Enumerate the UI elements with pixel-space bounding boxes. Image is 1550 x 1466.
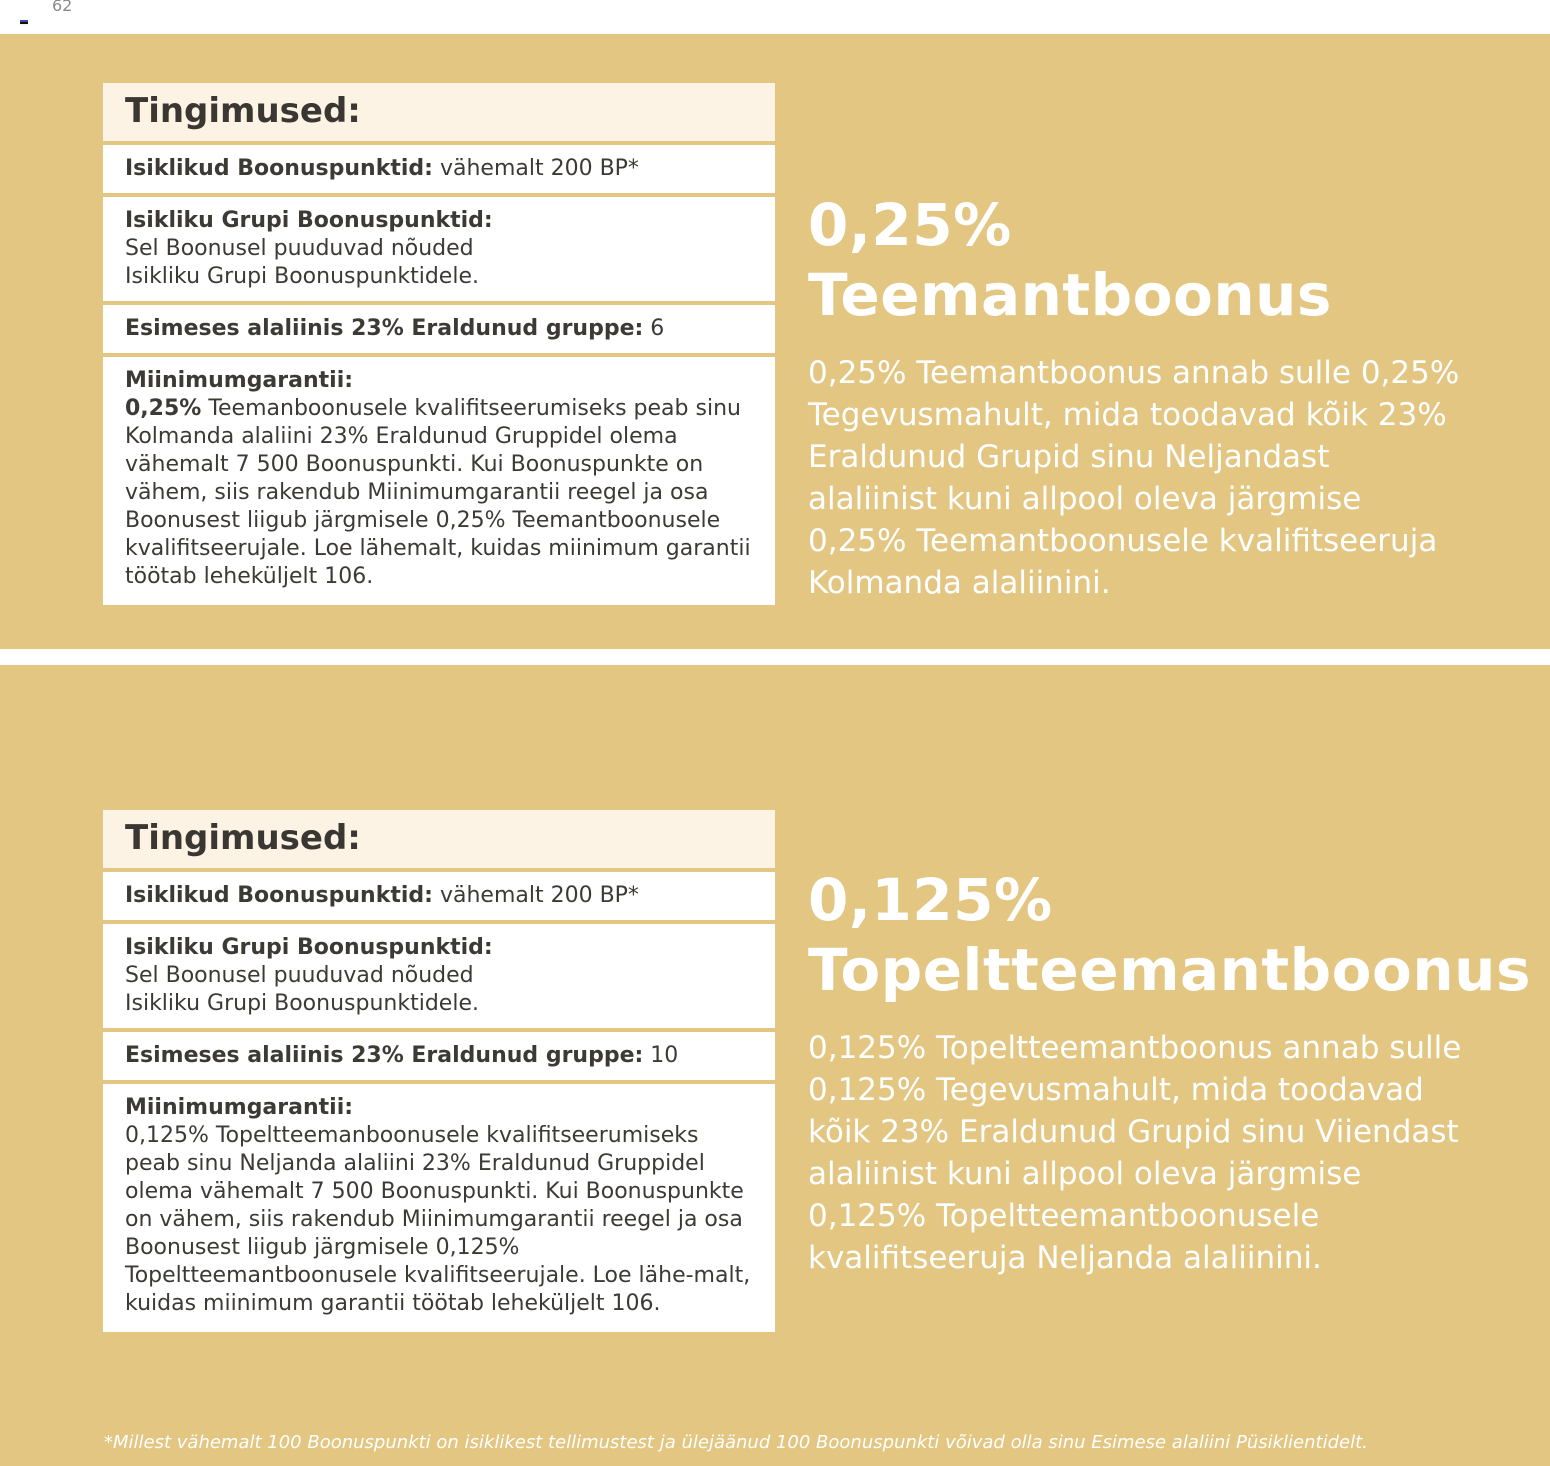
conditions-card	[103, 810, 775, 1332]
group-points-line1: Sel Boonusel puuduvad nõuded	[125, 236, 474, 261]
group-points-label: Isikliku Grupi Boonuspunktid:	[125, 935, 493, 960]
personal-points-value: vähemalt 200 BP*	[432, 883, 639, 908]
promo-title-line1: 0,125%	[808, 866, 1053, 934]
conditions-heading: Tingimused:	[103, 83, 775, 141]
separated-groups-row	[103, 1032, 775, 1080]
personal-points-row	[103, 145, 775, 193]
promo-title-line2: Topeltteemantboonus	[808, 936, 1531, 1004]
minimum-guarantee-text: 0,125% Topeltteemanboonusele kvalifitseerumiseks peab sinu Neljanda alaliini 23% Eraldunud Gruppidel olema vähemalt 7 500 Boonuspunkti. Kui Boonuspunkte on vähem, siis rakendub Miinimumgarantii reegel ja osa Boonusest liigub järgmisele 0,125% Topeltteemantboonusele kvalifitseerujale. Loe lähe-malt, kuidas miinimum garantii töötab leheküljelt 106.	[125, 1123, 751, 1316]
separated-groups-value: 6	[643, 316, 665, 341]
personal-points-label: Isiklikud Boonuspunktid:	[125, 883, 433, 908]
language-flag-icon	[20, 20, 28, 26]
separated-groups-row	[103, 305, 775, 353]
promo-body: 0,125% Topeltteemantboonus annab sulle 0,125% Tegevusmahult, mida toodavad kõik 23% Eraldunud Grupid sinu Viiendast alaliinist kuni allpool oleva järgmise 0,125% Topeltteemantboonusele kvalifitseeruja Neljanda alaliinini.	[808, 1030, 1462, 1276]
conditions-card	[103, 83, 775, 605]
minimum-guarantee-row	[103, 1084, 775, 1332]
promo-title: 0,25% Teemantboonus	[808, 191, 1332, 329]
group-points-line1: Sel Boonusel puuduvad nõuded	[125, 963, 474, 988]
diamond-bonus-section	[0, 34, 1550, 649]
group-points-line2: Isikliku Grupi Boonuspunktidele.	[125, 991, 479, 1016]
minimum-guarantee-label: Miinimumgarantii:	[125, 1095, 354, 1120]
footnote: *Millest vähemalt 100 Boonuspunkti on isiklikest tellimustest ja ülejäänud 100 Boonuspunkti võivad olla sinu Esimese alaliini Püsiklientidelt.	[104, 1432, 1368, 1453]
personal-points-label: Isiklikud Boonuspunktid:	[125, 156, 433, 181]
double-diamond-bonus-promo	[808, 865, 1531, 1279]
minimum-guarantee-row	[103, 357, 775, 605]
conditions-heading: Tingimused:	[103, 810, 775, 868]
group-points-label: Isikliku Grupi Boonuspunktid:	[125, 208, 493, 233]
promo-body: 0,25% Teemantboonus annab sulle 0,25% Tegevusmahult, mida toodavad kõik 23% Eraldunud Grupid sinu Neljandast alaliinist kuni allpool oleva järgmise 0,25% Teemantboonusele kvalifitseeruja Kolmanda alaliinini.	[808, 355, 1460, 601]
diamond-bonus-promo	[808, 190, 1468, 604]
personal-points-value: vähemalt 200 BP*	[432, 156, 639, 181]
minimum-guarantee-label: Miinimumgarantii:	[125, 368, 354, 393]
double-diamond-bonus-section	[0, 665, 1550, 1466]
group-points-line2: Isikliku Grupi Boonuspunktidele.	[125, 264, 479, 289]
personal-points-row	[103, 872, 775, 920]
group-points-row	[103, 924, 775, 1028]
separated-groups-label: Esimeses alaliinis 23% Eraldunud gruppe:	[125, 1043, 644, 1068]
separated-groups-label: Esimeses alaliinis 23% Eraldunud gruppe:	[125, 316, 644, 341]
separated-groups-value: 10	[643, 1043, 679, 1068]
minimum-guarantee-lead: 0,25%	[125, 396, 202, 421]
page-number: 62	[52, 0, 73, 15]
group-points-row	[103, 197, 775, 301]
minimum-guarantee-text: Teemanboonusele kvalifitseerumiseks peab sinu Kolmanda alaliini 23% Eraldunud Gruppidel olema vähemalt 7 500 Boonuspunkti. Kui Boonuspunkte on vähem, siis rakendub Miinimumgarantii reegel ja osa Boonusest liigub järgmisele 0,25% Teemantboonusele kvalifitseerujale. Loe lähemalt, kuidas miinimum garantii töötab leheküljelt 106.	[125, 396, 751, 589]
